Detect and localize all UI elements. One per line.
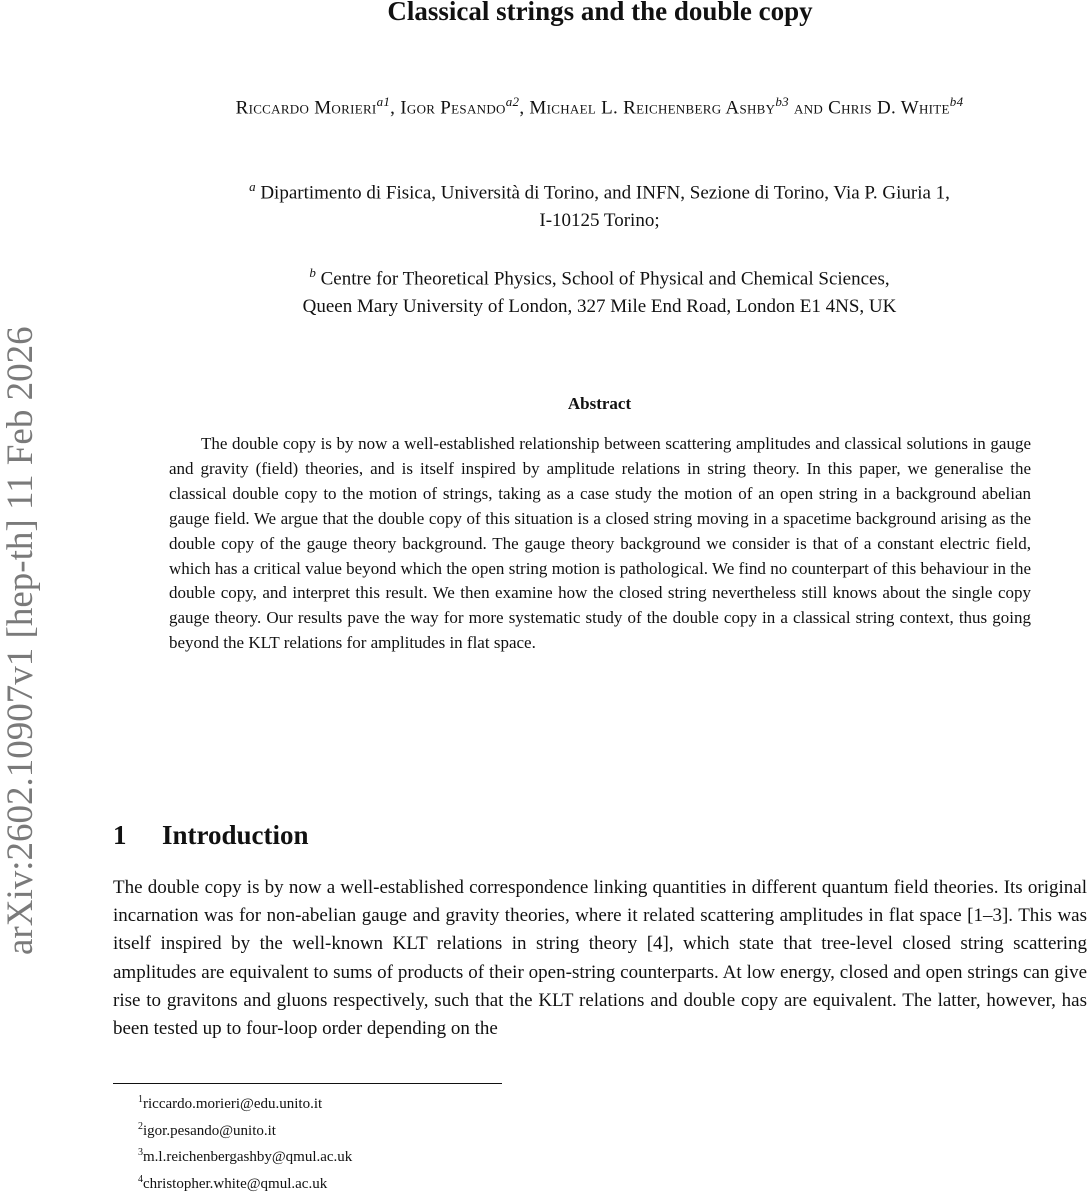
footnote-email[interactable]: m.l.reichenbergashby@qmul.ac.uk xyxy=(143,1149,352,1165)
author-conjunction: and xyxy=(789,97,828,118)
affiliation-a xyxy=(112,173,1087,235)
author-separator: , xyxy=(390,97,400,118)
arxiv-identifier: arXiv:2602.10907v1 [hep-th] 11 Feb 2026 xyxy=(2,225,40,955)
footnote-mark: 4 xyxy=(138,1174,143,1185)
footnote xyxy=(138,1116,738,1143)
author-list xyxy=(112,88,1087,121)
affiliation-line: I-10125 Torino; xyxy=(539,210,659,231)
footnote-email[interactable]: christopher.white@qmul.ac.uk xyxy=(143,1176,327,1192)
affiliation-b xyxy=(112,259,1087,321)
footnote-rule xyxy=(113,1083,502,1084)
affiliation-line: Dipartimento di Fisica, Università di Torino, and INFN, Sezione di Torino, Via P. Giuria 1, xyxy=(260,182,950,203)
footnote-mark: 3 xyxy=(138,1147,143,1158)
footnote xyxy=(138,1142,738,1169)
footnote-mark: 2 xyxy=(138,1121,143,1132)
author-name: Igor Pesando xyxy=(400,97,505,118)
affiliation-mark: b xyxy=(309,265,316,280)
author-mark: a1 xyxy=(377,94,391,109)
author-mark: b3 xyxy=(775,94,789,109)
footnote-email[interactable]: riccardo.morieri@edu.unito.it xyxy=(143,1096,322,1112)
abstract-heading: Abstract xyxy=(112,394,1087,414)
author-name: Riccardo Morieri xyxy=(236,97,377,118)
footnote-mark: 1 xyxy=(138,1094,143,1105)
author-mark: b4 xyxy=(950,94,964,109)
footnote xyxy=(138,1169,738,1195)
author-name: Chris D. White xyxy=(828,97,950,118)
paper-title: Classical strings and the double copy xyxy=(110,0,1087,28)
affiliation-line: Centre for Theoretical Physics, School of Physical and Chemical Sciences, xyxy=(321,268,890,289)
affiliation-mark: a xyxy=(249,179,256,194)
section-title: Introduction xyxy=(162,820,309,850)
affiliation-line: Queen Mary University of London, 327 Mile End Road, London E1 4NS, UK xyxy=(303,296,897,317)
abstract-text: The double copy is by now a well-established relationship between scattering amplitudes and classical solutions in gauge and gravity (field) theories, and is itself inspired by amplitude relations in string theory. In this paper, we generalise the classical double copy to the motion of strings, taking as a case study the motion of an open string in a background abelian gauge field. We argue that the double copy of this situation is a closed string moving in a spacetime background arising as the double copy of the gauge theory background. The gauge theory background we consider is that of a constant electric field, which has a critical value beyond which the open string motion is pathological. We find no counterpart of this behaviour in the double copy, and interpret this result. We then examine how the closed string nevertheless still knows about the single copy gauge theory. Our results pave the way for more systematic study of the double copy in a classical string context, thus going beyond the KLT relations for amplitudes in flat space. xyxy=(169,432,1031,656)
author-name: Michael L. Reichenberg Ashby xyxy=(529,97,775,118)
footnote xyxy=(138,1089,738,1116)
section-number: 1 xyxy=(113,818,162,852)
author-mark: a2 xyxy=(506,94,520,109)
footnote-email[interactable]: igor.pesando@unito.it xyxy=(143,1123,276,1139)
footnotes xyxy=(138,1089,738,1195)
arxiv-sidebar xyxy=(2,225,40,955)
author-separator: , xyxy=(519,97,529,118)
intro-paragraph: The double copy is by now a well-established correspondence linking quantities in different quantum field theories. Its original incarnation was for non-abelian gauge and gravity theories, where it related scattering amplitudes in flat space [1–3]. This was itself inspired by the well-known KLT relations in string theory [4], which state that tree-level closed string scattering amplitudes are equivalent to sums of products of their open-string counterparts. At low energy, closed and open strings can give rise to gravitons and gluons respectively, such that the KLT relations and double copy are equivalent. The latter, however, has been tested up to four-loop order depending on the xyxy=(113,874,1087,1043)
section-heading xyxy=(113,818,713,852)
